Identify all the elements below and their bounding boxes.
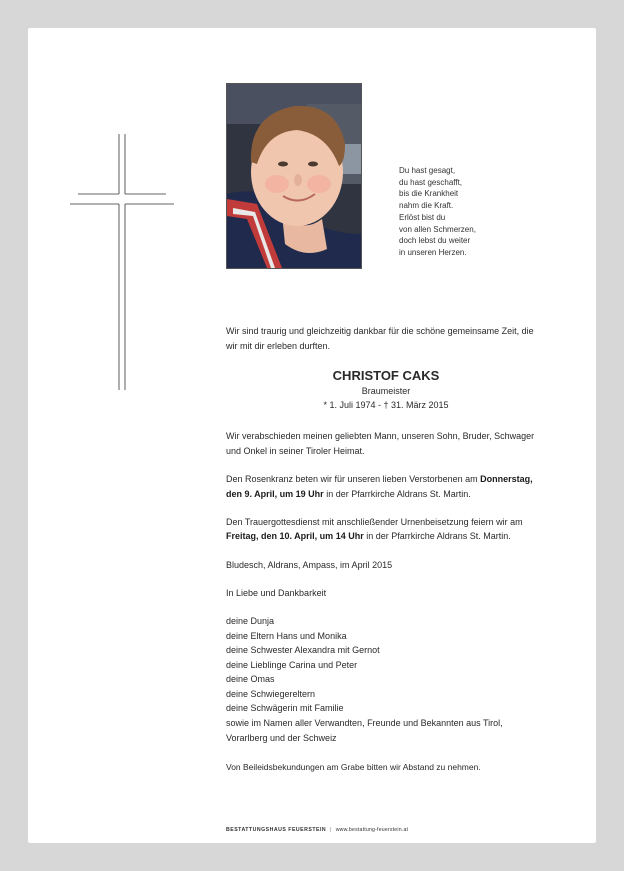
rosary-text-start: Den Rosenkranz beten wir für unseren lieben Verstorbenen am — [226, 473, 481, 484]
portrait-photo — [226, 83, 362, 269]
list-item: deine Omas — [226, 674, 275, 685]
list-item: Vorarlberg und der Schweiz — [226, 732, 337, 743]
poem-line: Erlöst bist du — [399, 212, 446, 222]
closing-note: Von Beileidsbekundungen am Grabe bitten wir Abstand zu nehmen. — [226, 762, 481, 773]
list-item: deine Schwester Alexandra mit Gernot — [226, 645, 380, 656]
footer-website-link[interactable]: www.bestattung-feuerstein.at — [335, 827, 409, 833]
list-item: deine Lieblinge Carina und Peter — [226, 659, 358, 670]
list-item: deine Schwiegereltern — [226, 688, 316, 699]
poem-line: bis die Krankheit — [399, 189, 459, 199]
footer-brand: BESTATTUNGSHAUS FEUERSTEIN — [226, 827, 327, 833]
poem-line: Du hast gesagt, — [399, 166, 456, 175]
funeral-text — [226, 515, 546, 544]
funeral-text-start: Den Trauergottesdienst mit anschließender Urnenbeisetzung feiern wir am — [226, 516, 523, 527]
poem-line: nahm die Kraft. — [399, 201, 454, 211]
life-dates: * 1. Juli 1974 - † 31. März 2015 — [323, 400, 449, 411]
poem — [399, 165, 476, 259]
cross-icon — [70, 134, 174, 390]
list-item: deine Eltern Hans und Monika — [226, 630, 347, 641]
obituary-page — [28, 28, 596, 843]
intro-text: Wir sind traurig und gleichzeitig dankbar für die schöne gemeinsame Zeit, die wir mit dir erleben durften. — [226, 326, 534, 351]
rosary-text-end: in der Pfarrkirche Aldrans St. Martin. — [323, 488, 471, 499]
poem-line: in unseren Herzen. — [399, 247, 467, 257]
farewell-text: Wir verabschieden meinen geliebten Mann, unseren Sohn, Bruder, Schwager und Onkel in seiner Tiroler Heimat. — [226, 431, 535, 456]
poem-line: du hast geschafft, — [399, 177, 463, 187]
list-item: deine Dunja — [226, 615, 275, 626]
place-date: Bludesch, Aldrans, Ampass, im April 2015 — [226, 559, 393, 570]
rosary-datetime: Donnerstag, den 9. April, um 19 Uhr — [226, 473, 533, 499]
list-item: deine Schwägerin mit Familie — [226, 703, 344, 714]
rosary-text — [226, 472, 546, 501]
deceased-name: CHRISTOF CAKS — [332, 368, 440, 384]
poem-line: doch lebst du weiter — [399, 236, 471, 246]
footer — [226, 827, 408, 833]
funeral-text-end: in der Pfarrkirche Aldrans St. Martin. — [363, 531, 511, 542]
deceased-occupation: Braumeister — [361, 386, 411, 397]
footer-separator: | — [330, 827, 332, 833]
funeral-datetime: Freitag, den 10. April, um 14 Uhr — [226, 531, 364, 542]
list-item: sowie im Namen aller Verwandten, Freunde und Bekannten aus Tirol, — [226, 718, 503, 729]
greeting: In Liebe und Dankbarkeit — [226, 587, 327, 598]
poem-line: von allen Schmerzen, — [399, 224, 476, 234]
mourners-list — [226, 614, 546, 745]
obituary-text — [226, 324, 546, 775]
